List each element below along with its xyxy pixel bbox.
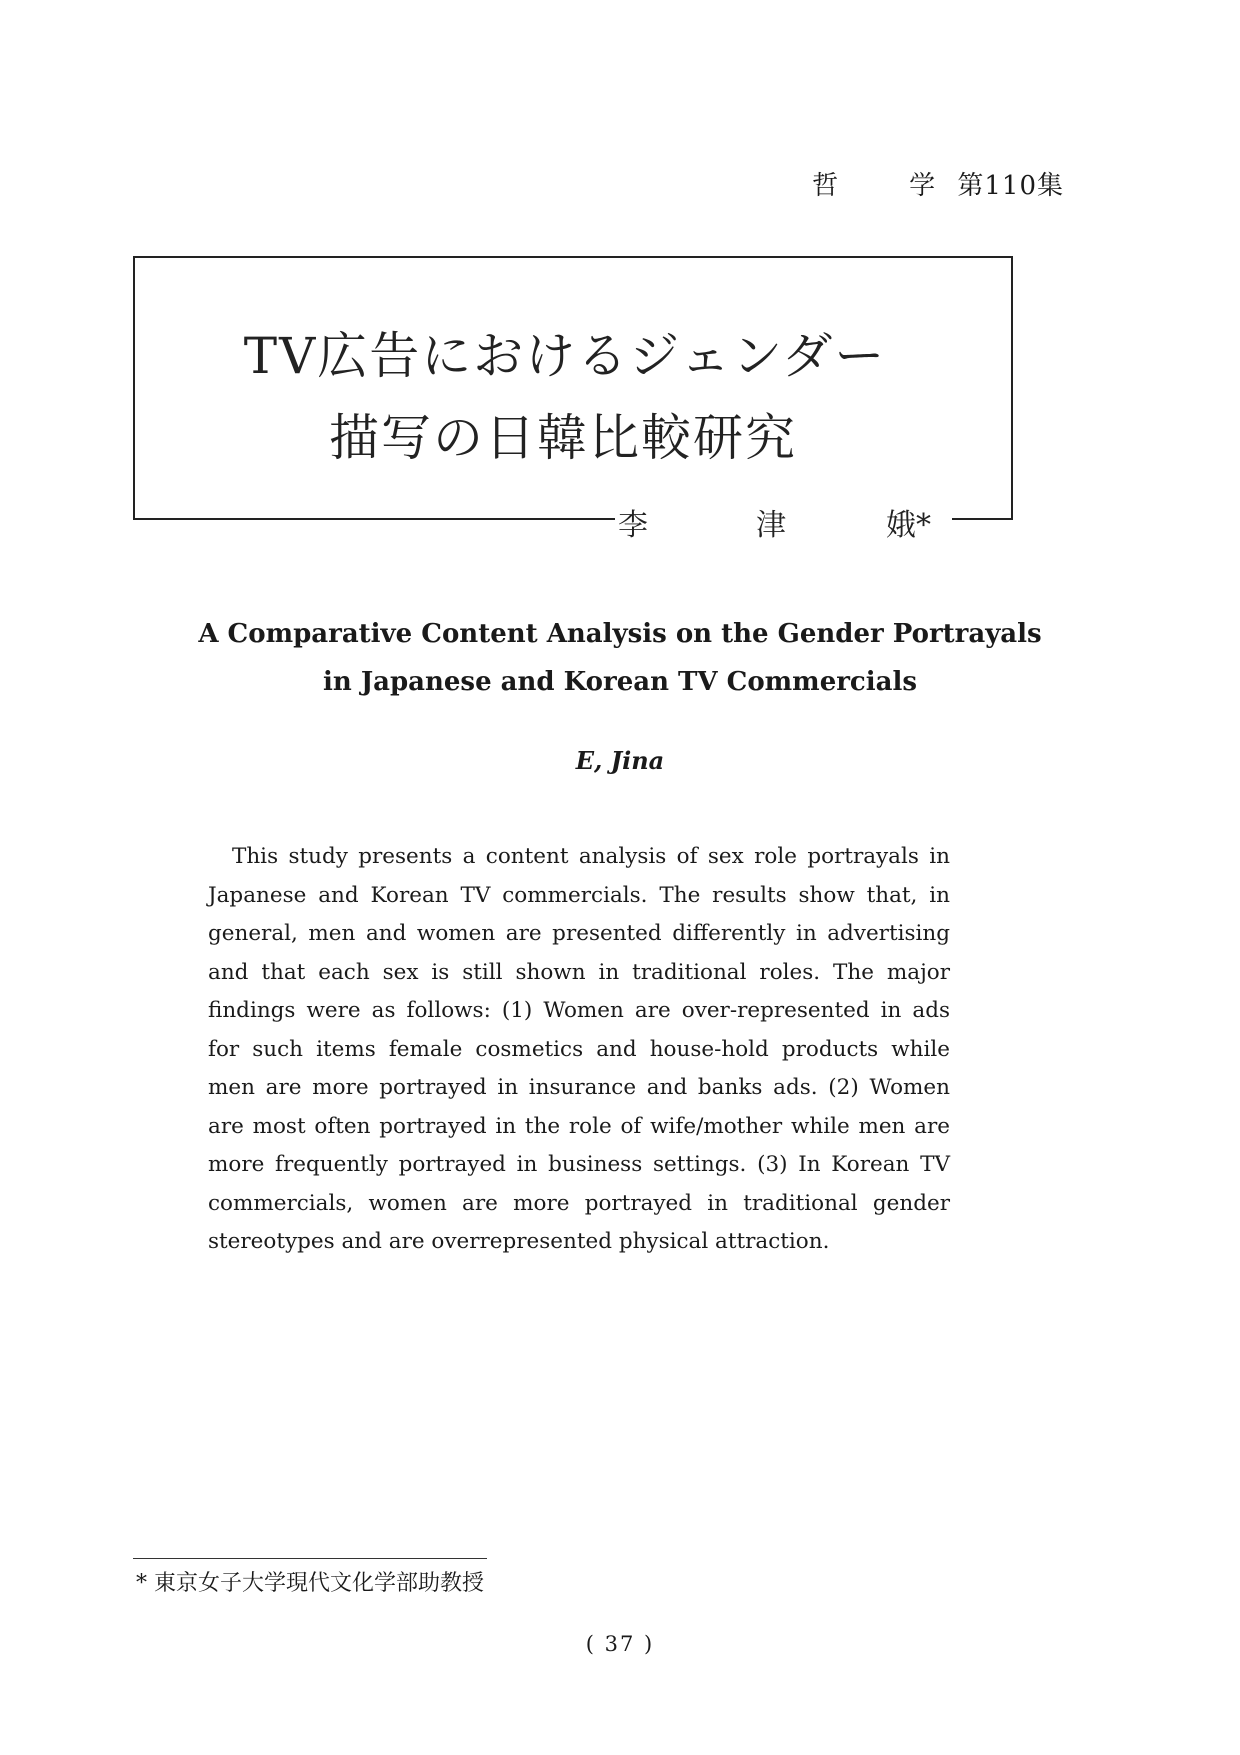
author-rule-right xyxy=(952,518,1013,520)
english-title-line-1: A Comparative Content Analysis on the Gender Portrayals xyxy=(198,619,1042,649)
footnote-rule xyxy=(133,1558,487,1559)
author-name-char-1: 李 xyxy=(618,508,648,543)
abstract-text: This study presents a content analysis of sex role portrayals in Japanese and Korean TV commercials. The results show that, in general, men and women are presented differently in advertising and that each sex is still shown in traditional roles. The major findings were as follows: (1) Women are over-represented in ads for such items female cosmetics and house-hold products while men are more portrayed in insurance and banks ads. (2) Women are most often portrayed in the role of wife/mother while men are more frequently portrayed in business settings. (3) In Korean TV commercials, women are more portrayed in traditional gender stereotypes and are overrepresented physical attraction. xyxy=(208,844,950,1254)
volume-number: 第110集 xyxy=(957,171,1064,201)
japanese-title-line-1: TV広告におけるジェンダー xyxy=(243,327,887,385)
author-name-char-3: 娥* xyxy=(886,508,931,543)
journal-name-char-1: 哲 xyxy=(812,171,840,201)
english-title xyxy=(0,610,1240,706)
author-name-char-2: 津 xyxy=(756,508,786,543)
footnote: * 東京女子大学現代文化学部助教授 xyxy=(136,1571,484,1596)
page-number: ( 37 ) xyxy=(585,1632,655,1656)
journal-name-char-2: 学 xyxy=(909,171,937,201)
english-author-name: E, Jina xyxy=(575,746,665,775)
abstract xyxy=(208,838,950,1262)
english-title-line-2: in Japanese and Korean TV Commercials xyxy=(322,667,917,697)
japanese-title-box xyxy=(133,256,1013,520)
journal-header xyxy=(812,165,1064,202)
japanese-title-line-2: 描写の日韓比較研究 xyxy=(329,409,797,467)
author-rule-left xyxy=(133,518,615,520)
